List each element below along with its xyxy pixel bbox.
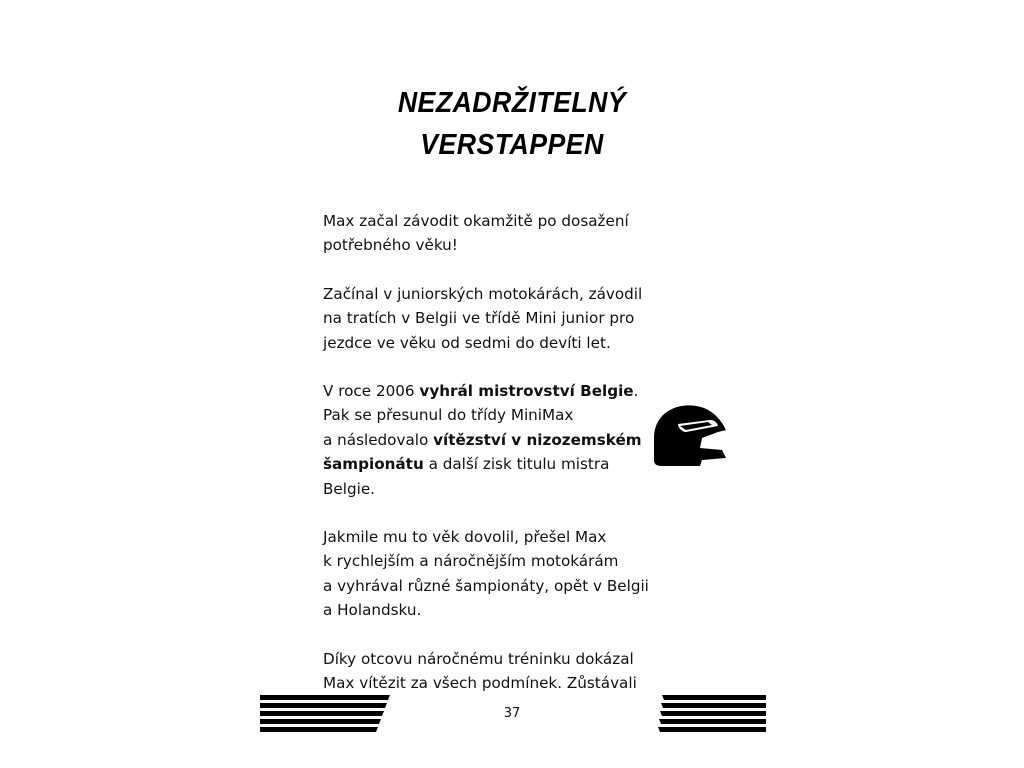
text-segment: Díky otcovu náročnému tréninku dokázal: [323, 649, 634, 668]
text-line: [323, 671, 683, 695]
text-line: [323, 525, 683, 549]
text-line: [323, 403, 683, 427]
text-line: [323, 331, 683, 355]
text-segment: V roce 2006: [323, 382, 420, 401]
text-line: [323, 306, 683, 330]
text-segment: Jakmile mu to věk dovolil, přešel Max: [323, 528, 607, 547]
text-line: [323, 209, 683, 233]
text-segment: potřebného věku!: [323, 236, 458, 255]
text-line: [323, 233, 683, 257]
text-segment: Max začal závodit okamžitě po dosažení: [323, 212, 629, 230]
page-title: [41, 82, 983, 166]
text-segment: k rychlejším a náročnějším motokárám: [323, 552, 619, 571]
racing-helmet-icon: [642, 398, 730, 468]
bold-text-segment: vyhrál mistrovství Belgie: [419, 382, 634, 401]
bold-text-segment: šampionátu: [323, 455, 424, 474]
text-segment: a Holandsku.: [323, 601, 422, 620]
paragraph: [323, 647, 683, 696]
text-line: [323, 282, 683, 306]
text-segment: Pak se přesunul do třídy MiniMax: [323, 406, 574, 425]
text-line: [323, 647, 683, 671]
text-line: [323, 452, 683, 476]
text-line: [323, 379, 683, 403]
text-line: [323, 549, 683, 573]
speed-stripes-right-icon: [656, 695, 766, 735]
text-line: [323, 598, 683, 622]
page-title-line-2: VERSTAPPEN: [420, 129, 604, 161]
body-text: [323, 209, 683, 720]
paragraph: [323, 209, 683, 258]
paragraph: [323, 282, 683, 355]
text-segment: Začínal v juniorských motokárách, závodil: [323, 284, 643, 303]
text-segment: a další zisk titulu mistra: [423, 455, 610, 474]
text-segment: .: [633, 382, 639, 401]
text-segment: Max vítězit za všech podmínek. Zůstávali: [323, 674, 637, 693]
bold-text-segment: vítězství v nizozemském: [433, 430, 642, 449]
text-line: [323, 477, 683, 501]
page-number: 37: [503, 706, 521, 721]
text-line: [323, 574, 683, 598]
text-segment: na tratích v Belgii ve třídě Mini junior pro: [323, 309, 635, 328]
text-segment: a následovalo: [323, 430, 434, 449]
text-segment: jezdce ve věku od sedmi do devíti let.: [323, 333, 611, 352]
text-segment: Belgie.: [323, 479, 376, 498]
text-segment: a vyhrával různé šampionáty, opět v Belgii: [323, 576, 649, 595]
paragraph: [323, 525, 683, 623]
text-line: [323, 428, 683, 452]
paragraph: [323, 379, 683, 501]
page-title-line-1: NEZADRŽITELNÝ: [397, 87, 627, 119]
